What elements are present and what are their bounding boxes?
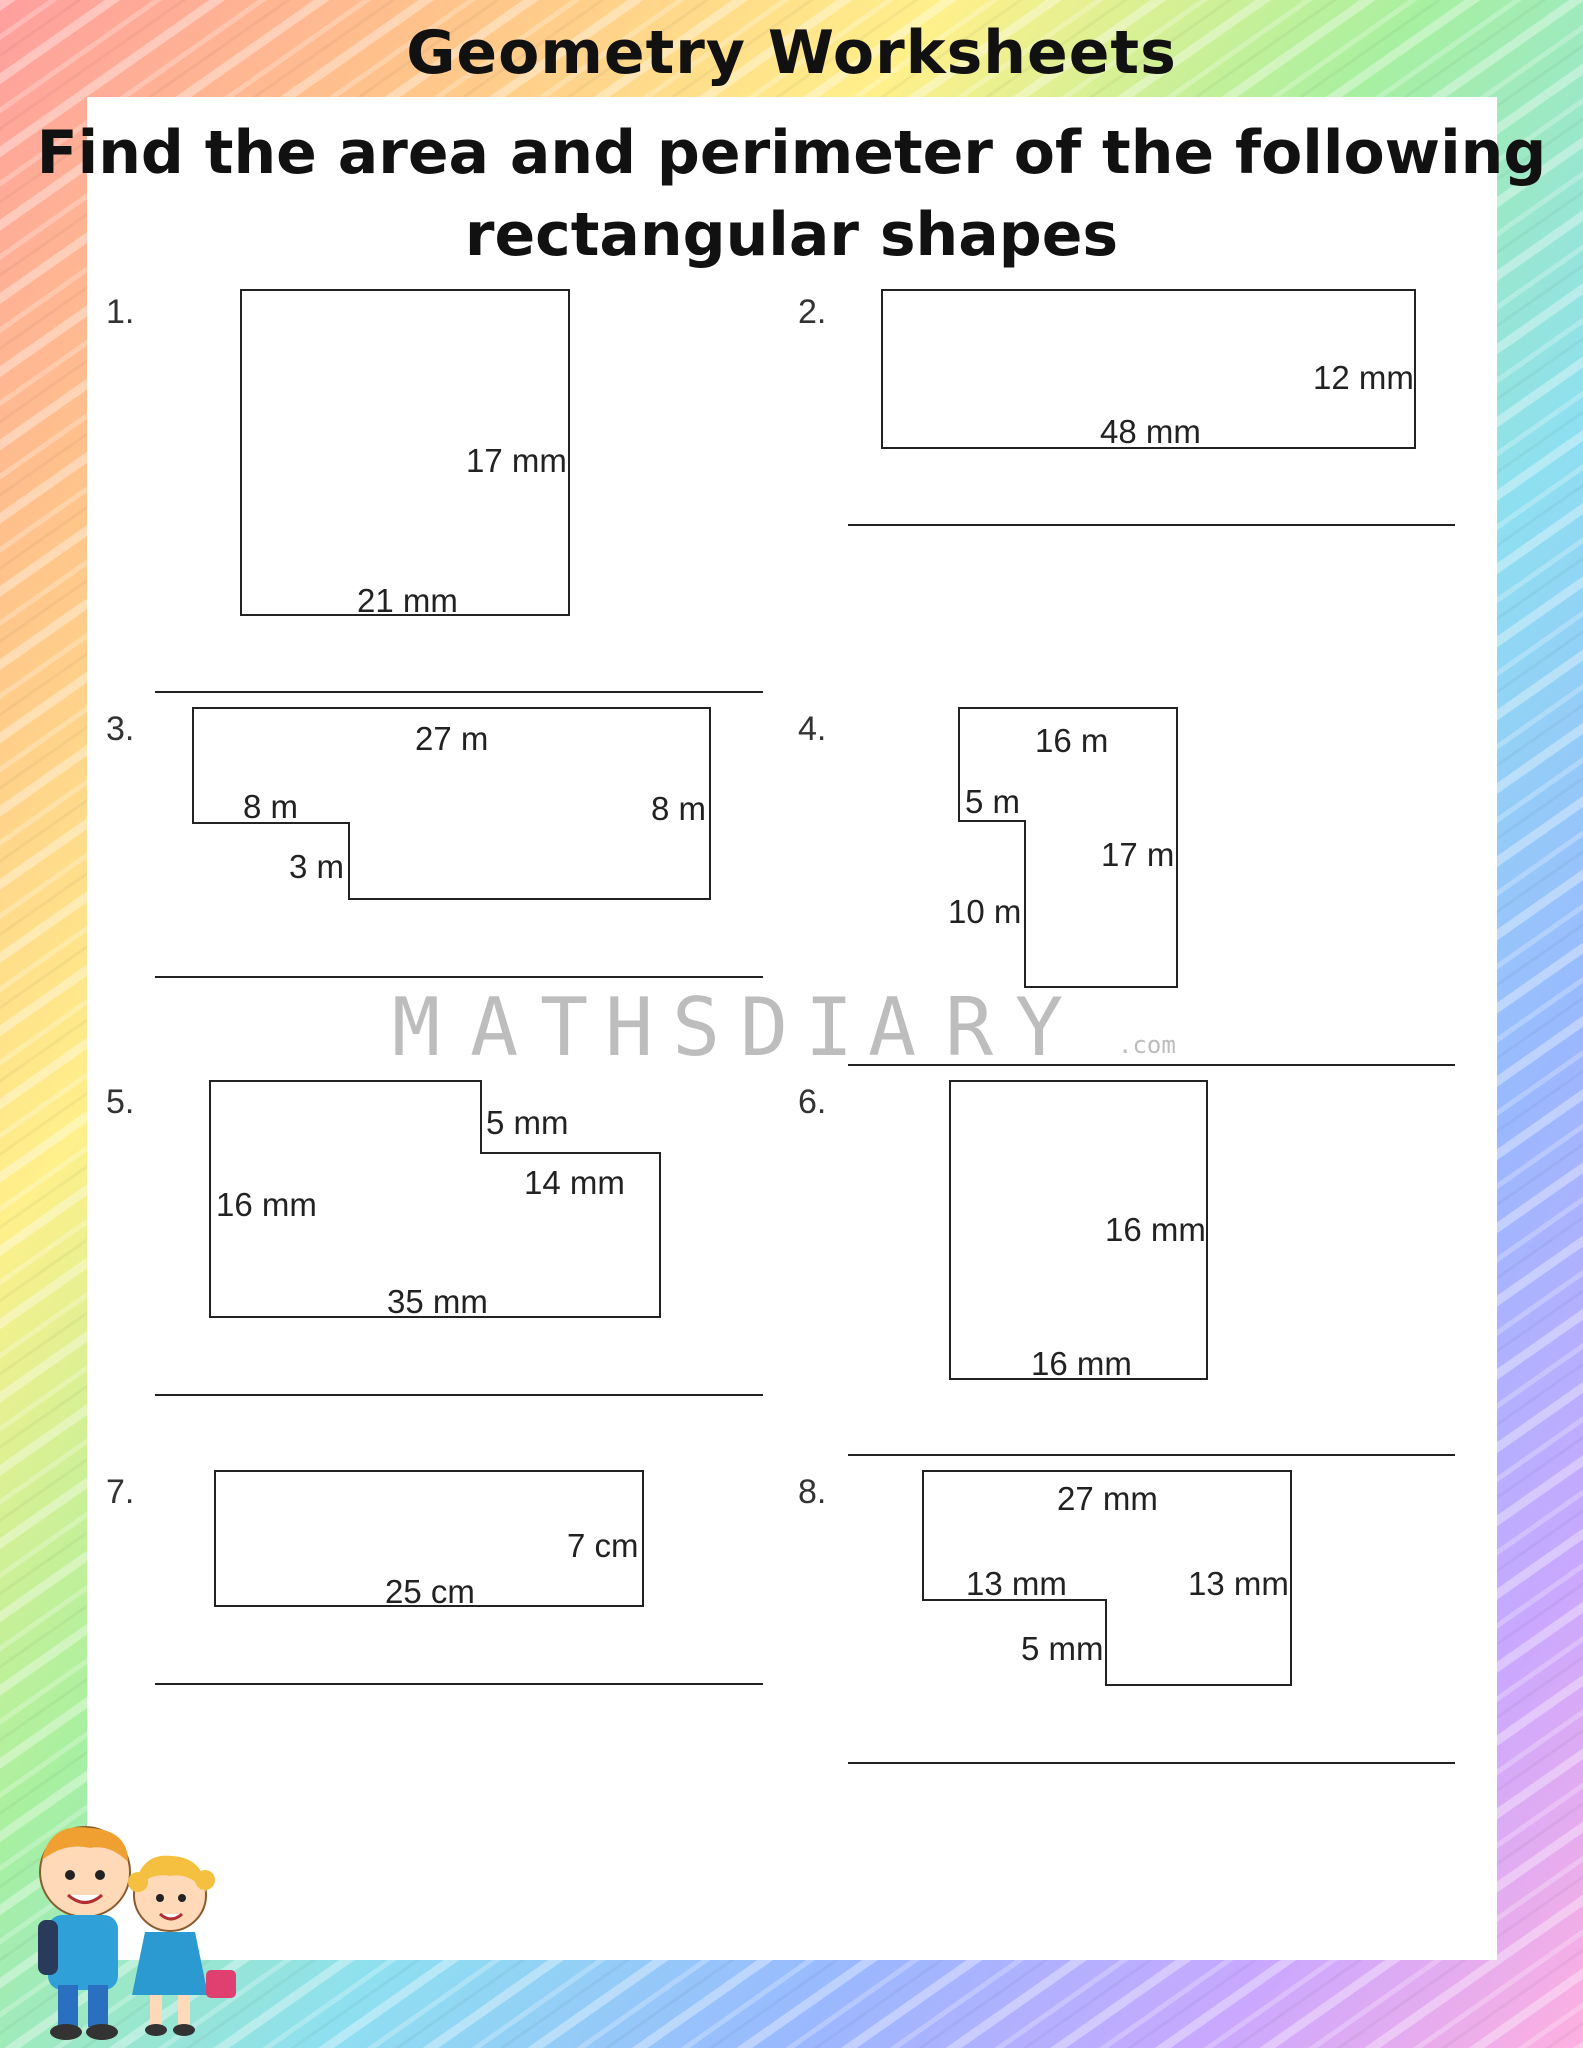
dimension-label: 48 mm	[1100, 413, 1201, 450]
dimension-label: 16 m	[1035, 722, 1109, 759]
watermark-letter: D	[740, 981, 789, 1074]
school-kids-icon	[10, 1820, 240, 2045]
dimension-label: 16 mm	[1105, 1211, 1206, 1248]
dimension-label: 7 cm	[567, 1527, 639, 1564]
watermark-letter: A	[868, 981, 917, 1074]
dimension-label: 17 mm	[466, 442, 567, 479]
dimension-label: 5 m	[965, 783, 1021, 820]
problem-number: 8.	[798, 1473, 827, 1511]
dimension-label: 35 mm	[387, 1283, 488, 1320]
watermark-letter: A	[470, 981, 519, 1074]
problem-6	[798, 1081, 1455, 1455]
dimension-label: 17 m	[1101, 836, 1175, 873]
instruction-line-1: Find the area and perimeter of the following	[36, 118, 1547, 188]
dimension-label: 27 mm	[1057, 1480, 1158, 1517]
problem-number: 1.	[106, 293, 135, 331]
dimension-label: 13 mm	[966, 1565, 1067, 1602]
watermark-suffix: .com	[1118, 1031, 1176, 1059]
watermark-letter: I	[805, 981, 854, 1074]
problem-number: 4.	[798, 710, 827, 748]
dimension-label: 16 mm	[216, 1186, 317, 1223]
dimension-label: 14 mm	[524, 1164, 625, 1201]
watermark-letter: M	[392, 981, 441, 1074]
problem-number: 7.	[106, 1473, 135, 1511]
site-title: Geometry Worksheets	[406, 18, 1177, 88]
problem-number: 6.	[798, 1083, 827, 1121]
watermark-letter: H	[605, 981, 654, 1074]
dimension-label: 21 mm	[357, 582, 458, 619]
watermark-letter: T	[540, 981, 589, 1074]
dimension-label: 8 m	[243, 788, 299, 825]
problem-8	[798, 1471, 1455, 1763]
problem-number: 5.	[106, 1083, 135, 1121]
watermark-letter: R	[945, 981, 994, 1074]
dimension-label: 13 mm	[1188, 1565, 1289, 1602]
problem-1	[106, 290, 763, 692]
dimension-label: 16 mm	[1031, 1345, 1132, 1382]
problem-number: 3.	[106, 710, 135, 748]
dimension-label: 25 cm	[385, 1573, 475, 1610]
dimension-label: 8 m	[651, 790, 707, 827]
watermark	[392, 981, 1176, 1074]
dimension-label: 27 m	[415, 720, 489, 757]
dimension-label: 12 mm	[1313, 359, 1414, 396]
problem-5	[106, 1081, 763, 1395]
dimension-label: 5 mm	[1021, 1630, 1104, 1667]
watermark-letter: Y	[1015, 981, 1064, 1074]
watermark-letter: S	[672, 981, 721, 1074]
dimension-label: 3 m	[289, 848, 345, 885]
problem-number: 2.	[798, 293, 827, 331]
problem-2	[798, 290, 1455, 525]
instruction-line-2: rectangular shapes	[464, 200, 1119, 270]
dimension-label: 5 mm	[486, 1104, 569, 1141]
dimension-label: 10 m	[948, 893, 1022, 930]
problem-7	[106, 1471, 763, 1684]
problem-3	[106, 708, 763, 977]
